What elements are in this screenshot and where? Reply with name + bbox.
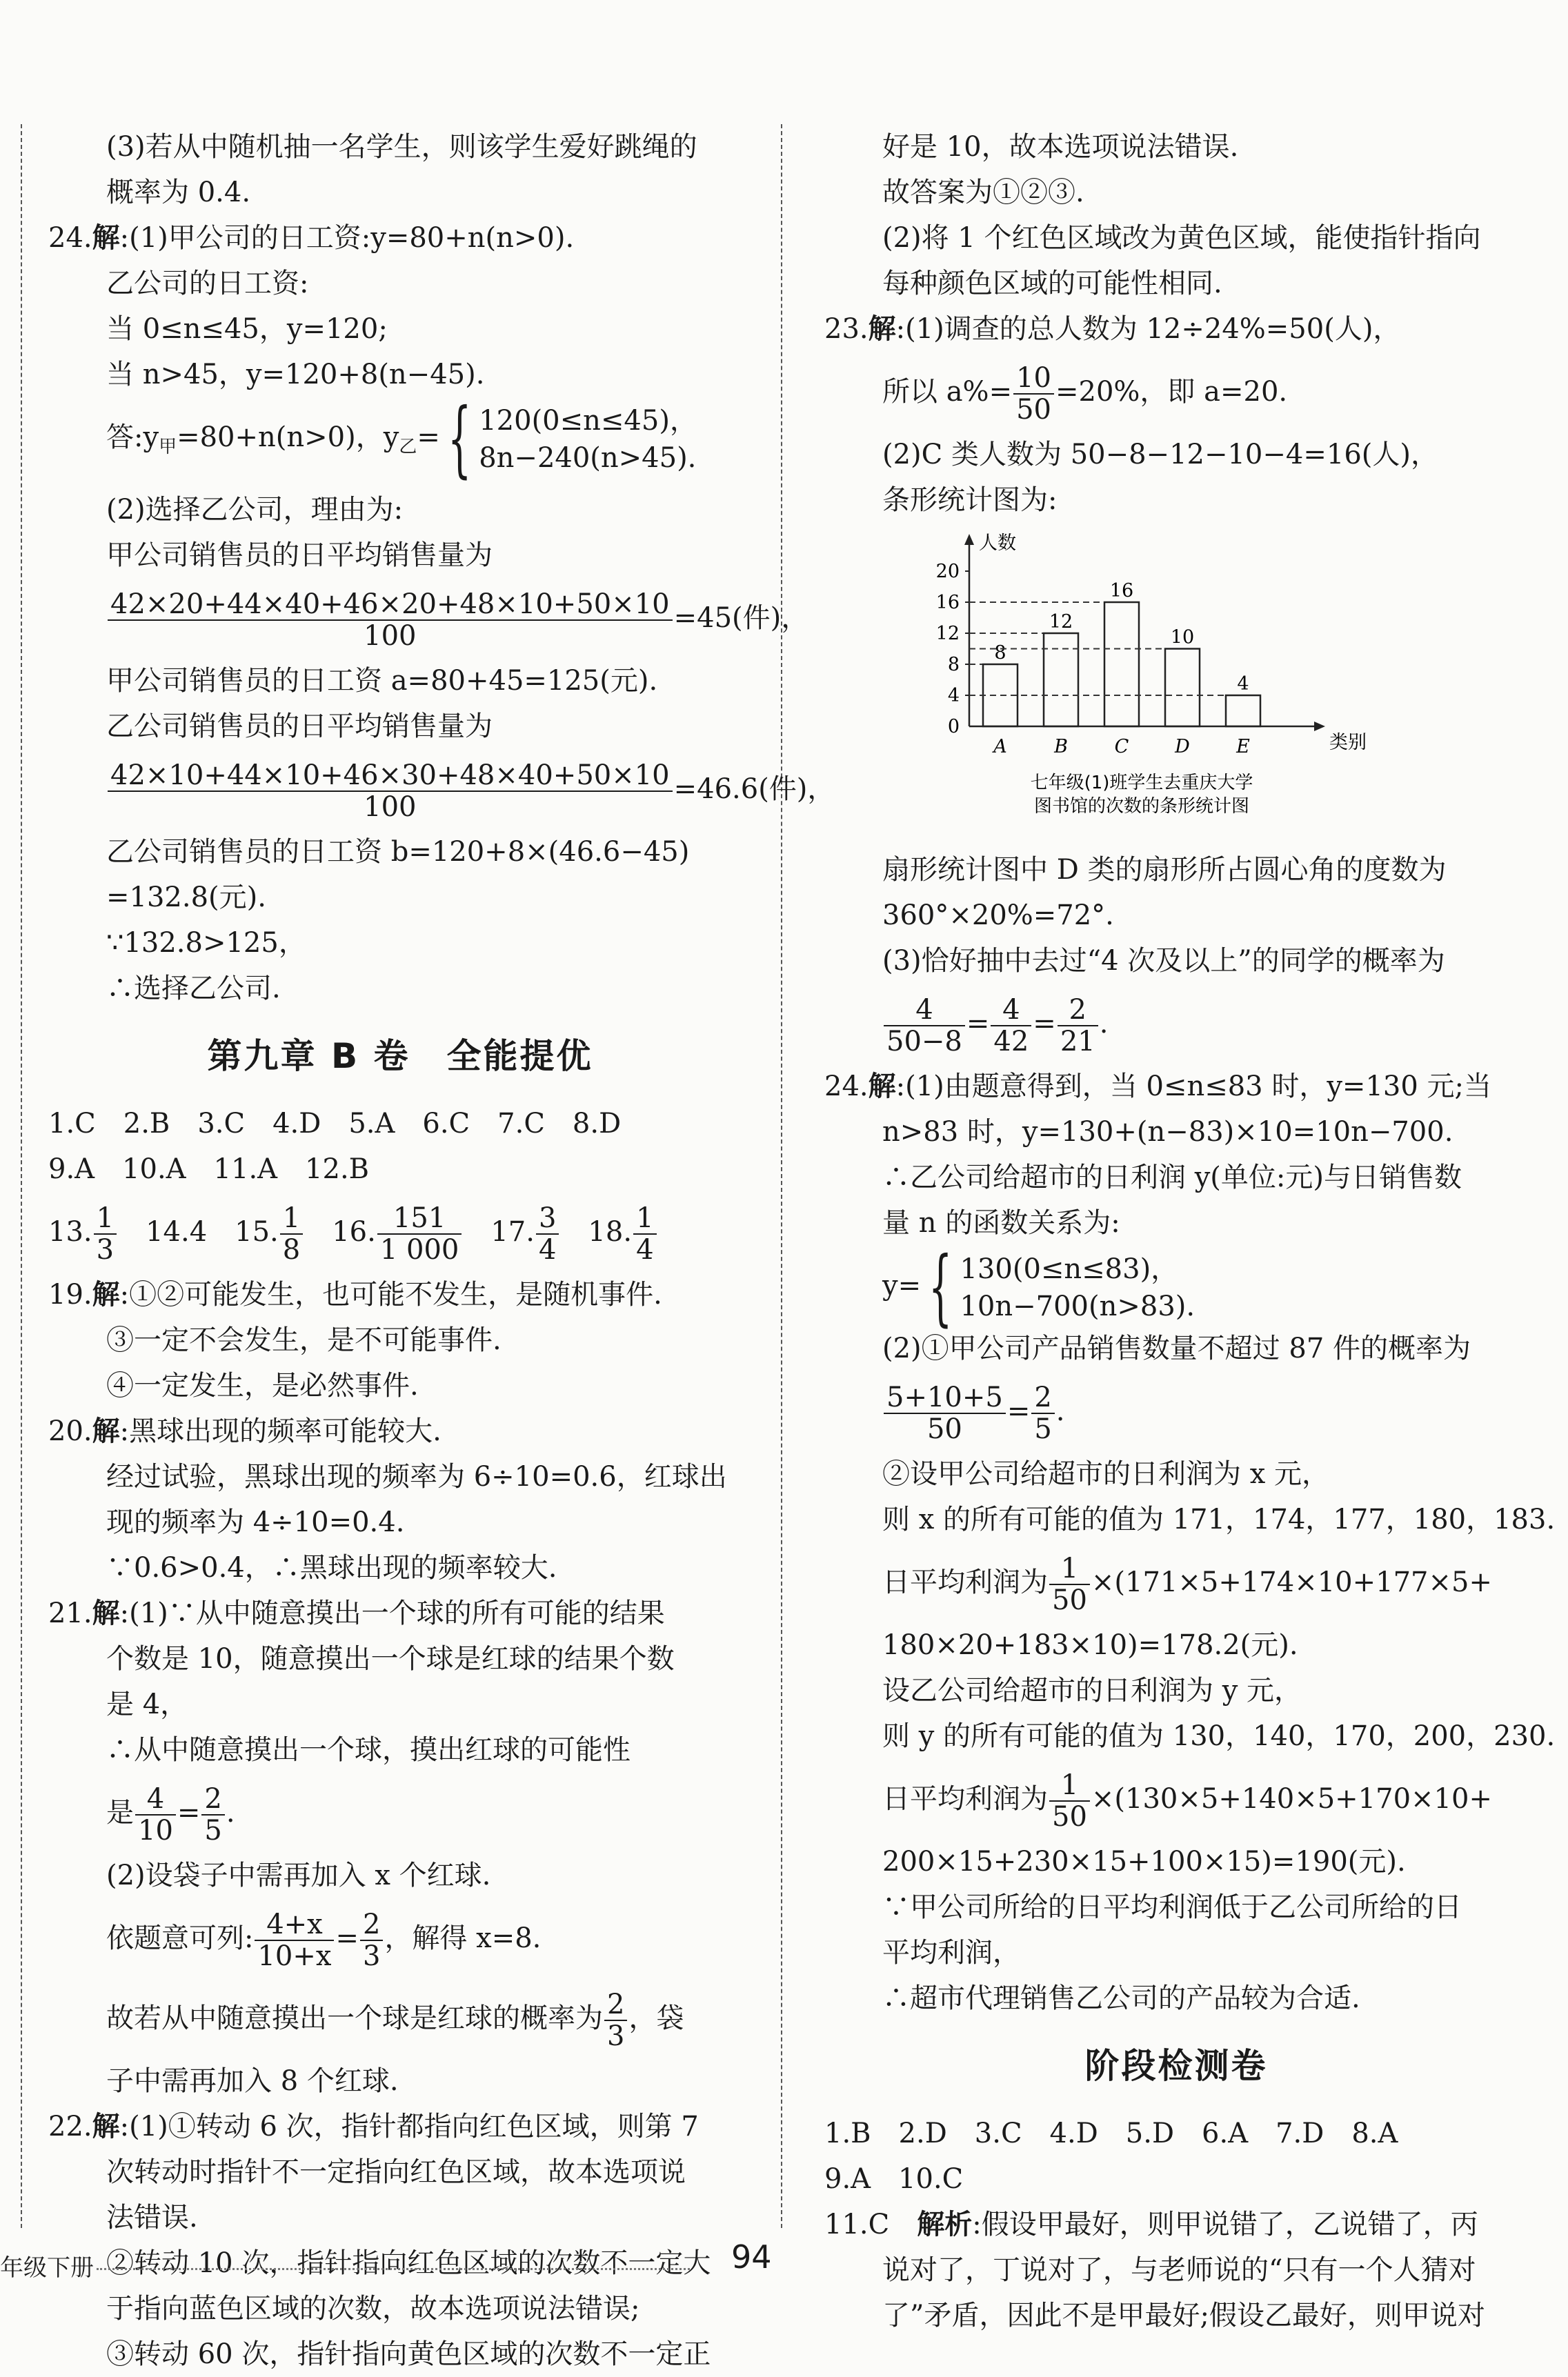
x-tick-label: C — [1114, 736, 1129, 757]
text-line: =132.8(元). — [106, 882, 266, 913]
bar-C — [1104, 602, 1139, 726]
bar-value-label: 10 — [1170, 626, 1195, 648]
chart-title-line-1: 七年级(1)班学生去重庆大学 — [1030, 773, 1253, 793]
text-line: 乙公司销售员的日平均销售量为 — [106, 710, 493, 742]
text-line: 现的频率为 4÷10=0.4. — [106, 1506, 405, 1538]
text-line: (2)选择乙公司，理由为: — [106, 494, 404, 526]
text-line: ④一定发生，是必然事件. — [106, 1370, 419, 1402]
text-line: ∴超市代理销售乙公司的产品较为合适. — [882, 1982, 1360, 2014]
text-line: 说对了，丁说对了，与老师说的“只有一个人猜对 — [882, 2254, 1476, 2286]
text-line: 360°×20%=72°. — [882, 899, 1114, 931]
text-line: 则 y 的所有可能的值为 130，140，170，200，230. — [882, 1720, 1556, 1752]
text-line: ∵132.8>125， — [106, 927, 306, 959]
text-line: ②设甲公司给超市的日利润为 x 元， — [882, 1458, 1329, 1490]
text-line: 次转动时指针不一定指向红色区域，故本选项说 — [106, 2156, 686, 2188]
left-column — [48, 124, 835, 2377]
section-heading: 阶段检测卷 — [1084, 2046, 1268, 2086]
fraction-line: $\frac{42\times 10+44\times 10+46\times 30+48\times 40+50\times 10}{100}$ =46.6(件)， — [48, 749, 752, 829]
text-line: 乙公司销售员的日工资 b=120+8×(46.6−45) — [106, 836, 690, 868]
y-tick-label: 20 — [935, 561, 960, 582]
text-line: 是 4， — [106, 1689, 188, 1720]
text-line: ∴从中随意摸出一个球，摸出红球的可能性 — [106, 1734, 631, 1766]
bar-D — [1165, 649, 1200, 727]
text-line: 量 n 的函数关系为: — [882, 1207, 1120, 1239]
chart-title-line-2: 图书馆的次数的条形统计图 — [1033, 796, 1250, 817]
text-line: 则 x 的所有可能的值为 171，174，177，180，183. — [882, 1504, 1556, 1535]
x-tick-label: B — [1054, 736, 1068, 757]
text-line: 扇形统计图中 D 类的扇形所占圆心角的度数为 — [882, 854, 1447, 886]
text-line: 概率为 0.4. — [106, 177, 251, 208]
fraction-line: 是 $\frac{4}{10}$ = $\frac{2}{5}$ . — [106, 1783, 235, 1847]
text-line: (2)①甲公司产品销售数量不超过 87 件的概率为 — [882, 1333, 1471, 1364]
text-line: ②转动 10 次，指针指向红色区域的次数不一定大 — [106, 2247, 711, 2279]
y-axis-arrow — [964, 534, 974, 545]
fraction-line: $\frac{4}{50-8}$ = $\frac{4}{42}$ = $\frac{2}{21}$ . — [824, 984, 1528, 1064]
fraction-line: 日平均利润为 $\frac{1}{50}$ ×(171×5+174×10+177×5+ — [882, 1553, 1492, 1616]
answer-line-11: 11.C 解析:假设甲最好，则甲说错了，乙说错了，丙 — [824, 2209, 1478, 2240]
text-line: 故答案为①②③. — [882, 177, 1084, 208]
text-line: 好是 10，故本选项说法错误. — [882, 131, 1239, 163]
text-line: n>83 时，y=130+(n−83)×10=10n−700. — [882, 1116, 1453, 1148]
footer-dotted-rule — [97, 2268, 690, 2270]
text-line: 法错误. — [106, 2202, 198, 2234]
fraction-line: $\frac{42\times 20+44\times 40+46\times 20+48\times 10+50\times 10}{100}$ =45(件)， — [48, 578, 752, 658]
bar-value-label: 4 — [1237, 673, 1249, 695]
x-axis-label: 类别 — [1329, 732, 1367, 753]
center-divider-cutline — [781, 124, 782, 2228]
answer-line: 1.B 2.D 3.C 4.D 5.D 6.A 7.D 8.A — [824, 2118, 1398, 2149]
text-line: 子中需再加入 8 个红球. — [106, 2065, 399, 2097]
question-23: 23.解:(1)调查的总人数为 12÷24%=50(人)， — [824, 313, 1401, 345]
text-line: ③一定不会发生，是不可能事件. — [106, 1324, 502, 1356]
text-line: 180×20+183×10)=178.2(元). — [882, 1629, 1298, 1661]
text-line: 设乙公司给超市的日利润为 y 元， — [882, 1675, 1302, 1707]
fraction: $\frac{42\times 20+44\times 40+46\times 20+48\times 10+50\times 10}{100}$ — [108, 589, 673, 651]
y-tick-label: 16 — [935, 592, 960, 613]
text-line: ③转动 60 次，指针指向黄色区域的次数不一定正 — [106, 2338, 711, 2370]
answer-line: 9.A 10.C — [824, 2163, 964, 2195]
text-line: ∵甲公司所给的日平均利润低于乙公司所给的日 — [882, 1891, 1462, 1923]
text-line: 经过试验，黑球出现的频率为 6÷10=0.6，红球出 — [106, 1461, 727, 1493]
text-line: 于指向蓝色区域的次数，故本选项说法错误; — [106, 2293, 640, 2325]
text-line: (2)设袋子中需再加入 x 个红球. — [106, 1860, 491, 1891]
text-line: 甲公司销售员的日工资 a=80+45=125(元). — [106, 665, 658, 697]
y-tick-label: 12 — [935, 623, 960, 644]
bar-value-label: 8 — [994, 642, 1006, 664]
text-line: 乙公司的日工资: — [106, 268, 309, 299]
question-19: 19.解:①②可能发生，也可能不发生，是随机事件. — [48, 1279, 662, 1311]
text-line: 200×15+230×15+100×15)=190(元). — [882, 1846, 1406, 1878]
bar-chart — [921, 523, 1367, 847]
text-line: ∴选择乙公司. — [106, 973, 281, 1004]
x-tick-label: A — [993, 736, 1007, 757]
left-margin-cutline — [21, 124, 22, 2228]
bar-value-label: 12 — [1049, 611, 1073, 633]
bar-chart-container — [824, 523, 1528, 847]
y-tick-label: 0 — [947, 716, 960, 737]
text-line: 个数是 10，随意摸出一个球是红球的结果个数 — [106, 1643, 675, 1675]
answer-line-fractions: 13. $\frac{1}{3}$ 14.4 15. $\frac{1}{8}$ 16. $\frac{151}{1 000}$ 17. $\frac{3}{4}$ 18. $\frac{1}{4}$ — [48, 1192, 752, 1272]
piecewise-function: y={ 130(0≤n≤83)， 10n−700(n>83). — [882, 1240, 1195, 1335]
answer-line: 1.C 2.B 3.C 4.D 5.A 6.C 7.C 8.D — [48, 1108, 622, 1140]
text-line: 条形统计图为: — [882, 484, 1058, 516]
text-line: ∴乙公司给超市的日利润 y(单位:元)与日销售数 — [882, 1162, 1462, 1193]
fraction-line: 所以 a%= $\frac{10}{50}$ =20%，即 a=20. — [882, 362, 1288, 426]
y-tick-label: 4 — [947, 685, 960, 706]
fraction: $\frac{42\times 10+44\times 10+46\times 30+48\times 40+50\times 10}{100}$ — [108, 760, 673, 822]
question-22: 22.解:(1)①转动 6 次，指针都指向红色区域，则第 7 — [48, 2111, 699, 2142]
text-line: 平均利润， — [882, 1937, 1020, 1969]
question-20: 20.解:黑球出现的频率可能较大. — [48, 1415, 441, 1447]
x-tick-label: E — [1236, 736, 1250, 757]
right-column — [824, 124, 1556, 2338]
text-line: 当 n>45，y=120+8(n−45). — [106, 359, 485, 390]
fraction-line: $\frac{5+10+5}{50}$ = $\frac{2}{5}$ . — [824, 1371, 1528, 1451]
text-line: (2)C 类人数为 50−8−12−10−4=16(人)， — [882, 439, 1438, 470]
text-line: (2)将 1 个红色区域改为黄色区域，能使指针指向 — [882, 222, 1481, 254]
text-line: ∵0.6>0.4，∴黑球出现的频率较大. — [106, 1552, 557, 1584]
fraction-line: 故若从中随意摸出一个球是红球的概率为 $\frac{2}{3}$ ，袋 — [106, 1989, 684, 2052]
x-axis-arrow — [1314, 722, 1325, 731]
text-line: 当 0≤n≤45，y=120; — [106, 313, 388, 345]
page-number: 94 — [731, 2238, 772, 2276]
fraction-line: 依题意可列: $\frac{4+x}{10+x}$ = $\frac{2}{3}$ ，解得 x=8. — [106, 1909, 542, 1972]
bar-E — [1226, 695, 1260, 726]
bar-B — [1044, 633, 1078, 726]
text-line: 甲公司销售员的日平均销售量为 — [106, 539, 493, 571]
text-line: (3)若从中随机抽一名学生，则该学生爱好跳绳的 — [106, 131, 697, 163]
y-axis-label: 人数 — [979, 533, 1016, 554]
piecewise-answer: 答$:y_甲=80+n(n>0)$，$y_乙=${ 120(0≤n≤45)， 8n−240(n>45). — [106, 391, 697, 487]
fraction-line: 日平均利润为 $\frac{1}{50}$ ×(130×5+140×5+170×10+ — [882, 1769, 1492, 1833]
answer-line: 9.A 10.A 11.A 12.B — [48, 1153, 370, 1185]
text-line: 了”矛盾，因此不是甲最好;假设乙最好，则甲说对 — [882, 2300, 1485, 2331]
question-24: 24.解:(1)甲公司的日工资:y=80+n(n>0). — [48, 222, 575, 254]
footer-grade: 年级下册 — [0, 2254, 94, 2282]
x-tick-label: D — [1175, 736, 1190, 757]
question-24-right: 24.解:(1)由题意得到，当 0≤n≤83 时，y=130 元;当 — [824, 1071, 1491, 1102]
text-line: (3)恰好抽中去过“4 次及以上”的同学的概率为 — [882, 945, 1445, 977]
y-tick-label: 8 — [947, 654, 960, 675]
question-21: 21.解:(1)∵从中随意摸出一个球的所有可能的结果 — [48, 1598, 665, 1629]
section-heading: 第九章 B 卷 全能提优 — [207, 1036, 593, 1076]
text-line: 每种颜色区域的可能性相同. — [882, 268, 1222, 299]
bar-value-label: 16 — [1109, 580, 1134, 601]
